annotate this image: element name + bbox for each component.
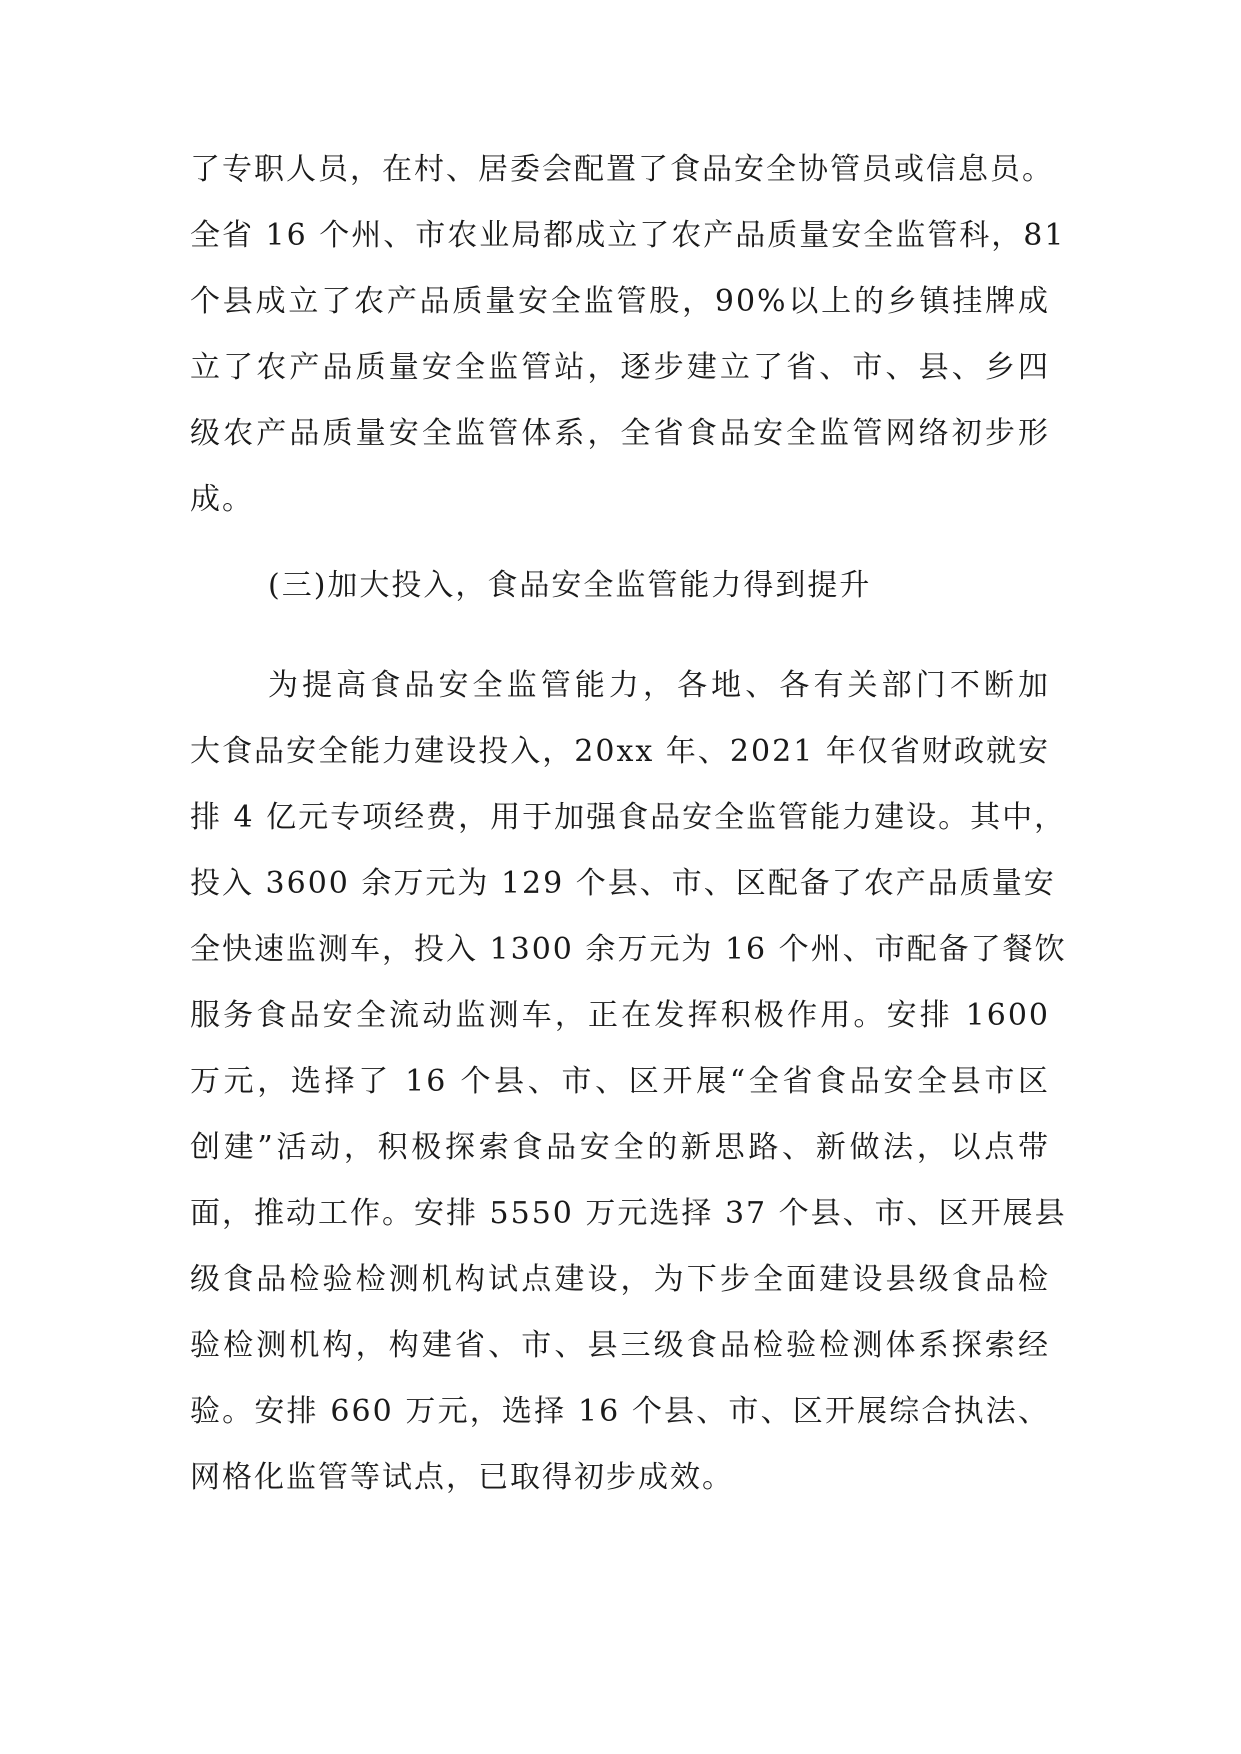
paragraph-2-line-13: 网格化监管等试点，已取得初步成效。 (190, 1460, 734, 1495)
paragraph-2-line-5: 全快速监测车，投入 1300 余万元为 16 个州、市配备了餐饮 (190, 932, 1067, 967)
paragraph-2-line-6: 服务食品安全流动监测车，正在发挥积极作用。安排 1600 (190, 998, 1050, 1033)
paragraph-2-line-11: 验检测机构，构建省、市、县三级食品检验检测体系探索经 (190, 1328, 1050, 1363)
paragraph-1-line-4: 立了农产品质量安全监管站，逐步建立了省、市、县、乡四 (190, 350, 1050, 385)
paragraph-1-line-6: 成。 (190, 482, 254, 517)
paragraph-2-line-4: 投入 3600 余万元为 129 个县、市、区配备了农产品质量安 (190, 866, 1056, 901)
paragraph-2-line-1: 为提高食品安全监管能力，各地、各有关部门不断加 (268, 668, 1050, 703)
paragraph-2-line-3: 排 4 亿元专项经费，用于加强食品安全监管能力建设。其中， (190, 800, 1067, 835)
paragraph-2-line-12: 验。安排 660 万元，选择 16 个县、市、区开展综合执法、 (190, 1394, 1050, 1429)
paragraph-2-line-7: 万元，选择了 16 个县、市、区开展“全省食品安全县市区 (190, 1064, 1050, 1099)
paragraph-1-line-3: 个县成立了农产品质量安全监管股，90%以上的乡镇挂牌成 (190, 284, 1050, 319)
paragraph-2-line-10: 级食品检验检测机构试点建设，为下步全面建设县级食品检 (190, 1262, 1050, 1297)
paragraph-2-line-9: 面，推动工作。安排 5550 万元选择 37 个县、市、区开展县 (190, 1196, 1067, 1231)
paragraph-2-line-8: 创建”活动，积极探索食品安全的新思路、新做法，以点带 (190, 1130, 1050, 1165)
paragraph-2-line-2: 大食品安全能力建设投入，20xx 年、2021 年仅省财政就安 (190, 734, 1050, 769)
paragraph-1-line-5: 级农产品质量安全监管体系，全省食品安全监管网络初步形 (190, 416, 1050, 451)
paragraph-1-line-2: 全省 16 个州、市农业局都成立了农产品质量安全监管科，81 (190, 218, 1066, 253)
paragraph-1-line-1: 了专职人员，在村、居委会配置了食品安全协管员或信息员。 (190, 152, 1054, 187)
section-heading: (三)加大投入，食品安全监管能力得到提升 (268, 568, 872, 603)
